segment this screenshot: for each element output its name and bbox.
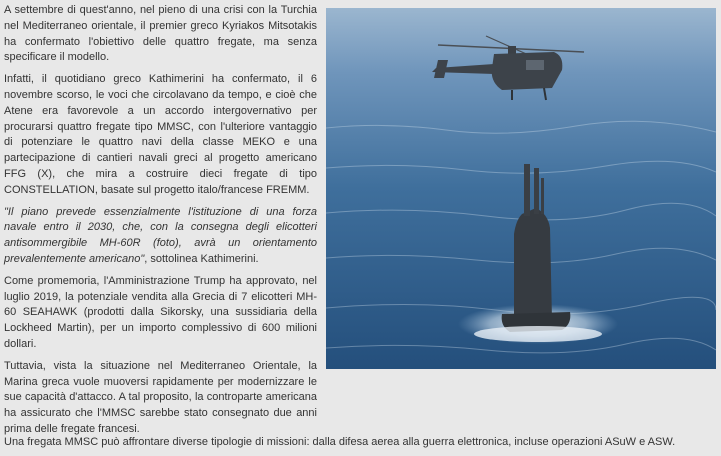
article-quote [4,205,317,268]
article-photo [326,8,716,369]
article-paragraph-3: Come promemoria, l'Amministrazione Trump ha approvato, nel luglio 2019, la potenziale vendita alla Grecia di 7 elicotteri MH-60 SEAHAWK (prodotti dalla Sikorsky, una sussidiaria della Lockheed Martin), per un importo complessivo di 600 milioni dollari. [4,274,317,350]
article-text-column [4,3,317,444]
article-paragraph-1: A settembre di quest'anno, nel pieno di una crisi con la Turchia nel Mediterraneo orientale, il premier greco Kyriakos Mitsotakis ha confermato l'obiettivo delle quattro fregate, ma senza specificare il modello. [4,4,317,64]
article-paragraph-2: Infatti, il quotidiano greco Kathimerini ha confermato, il 6 novembre scorso, le voci che circolavano da tempo, e cioè che Atene era favorevole a un accordo intergovernativo per procurarsi quattro fregate tipo MMSC, con l'ulteriore vantaggio di potenziare le quattro navi della classe MEKO e una partecipazione di cantieri navali greci al progetto americano FFG (X), che mira a costruire dieci fregate di tipo CONSTELLATION, basate sul progetto italo/francese FREMM. [4,73,317,196]
helicopter-submarine-image [326,8,716,369]
quote-attribution: , sottolinea Kathimerini. [144,252,259,265]
quote-text: "Il piano prevede essenzialmente l'istituzione di una forza navale entro il 2030, che, con la consegna degli elicotteri antisommergibile MH-60R (foto), avrà un orientamento prevalentemente americano" [4,205,317,265]
article-footer-line: Una fregata MMSC può affrontare diverse tipologie di missioni: dalla difesa aerea alla guerra elettronica, incluse operazioni ASuW e ASW. [4,436,676,448]
article-paragraph-4: Tuttavia, vista la situazione nel Mediterraneo Orientale, la Marina greca vuole muoversi rapidamente per modernizzare le sue capacità d'attacco. A tal proposito, la controparte americana ha assicurato che l'MMSC sarebbe stato consegnato due anni prima delle fregate francesi. [4,359,317,435]
